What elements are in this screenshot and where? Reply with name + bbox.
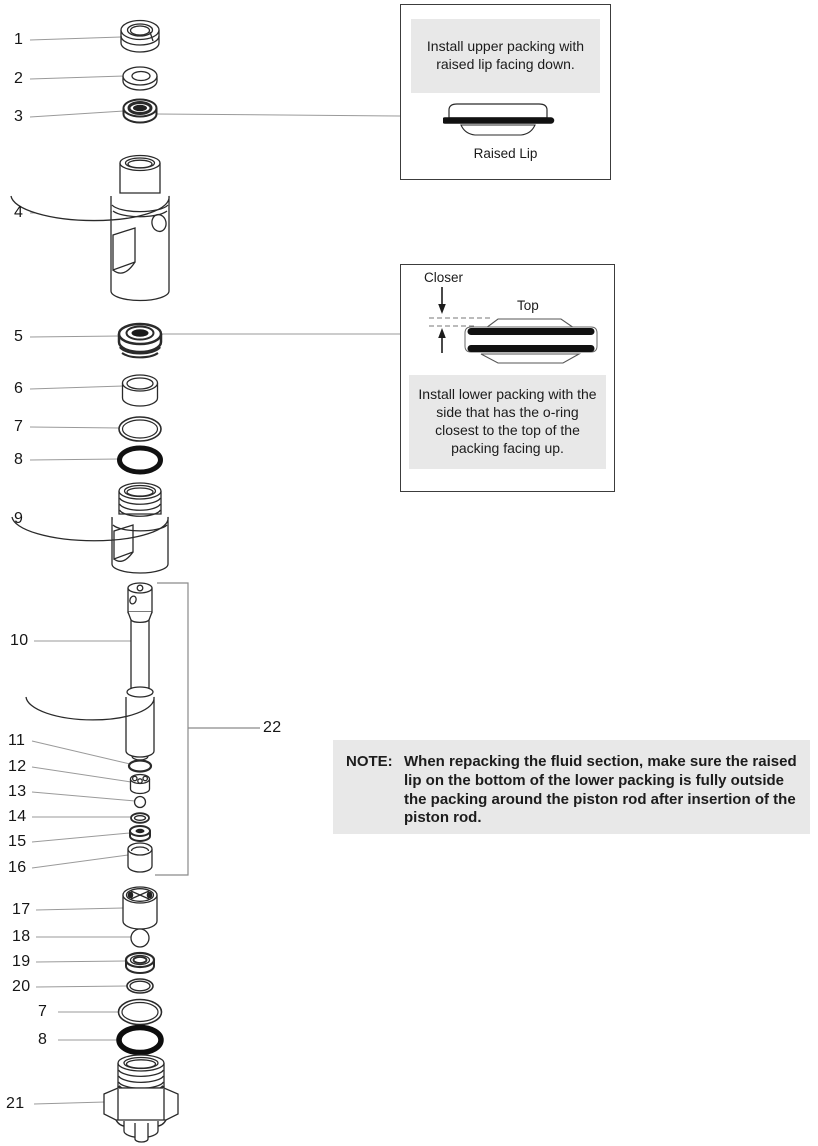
part-label-14: 14 (8, 808, 27, 825)
lower-packing-instruction: Install lower packing with the side that has the o-ring closest to the top of the packing facing up. (409, 375, 606, 469)
part-14-oring (131, 813, 149, 823)
part-18-ball (131, 929, 149, 947)
part-label-5: 5 (14, 328, 24, 345)
part-17-valve-cage (123, 887, 157, 929)
part-label-21: 21 (6, 1095, 25, 1112)
part-19-seat (126, 953, 154, 973)
part-7-oring (119, 417, 161, 441)
upper-packing-instruction: Install upper packing with raised lip facing down. (411, 19, 600, 93)
part-label-13: 13 (8, 783, 27, 800)
part-8-oring (120, 448, 161, 472)
part-11-oring (129, 761, 151, 772)
upper-packing-drawing (443, 101, 568, 143)
part-label-1: 1 (14, 31, 24, 48)
part-label-6: 6 (14, 380, 24, 397)
part-label-3: 3 (14, 108, 24, 125)
part-label-12: 12 (8, 758, 27, 775)
raised-lip-caption: Raised Lip (473, 146, 538, 161)
part-8b-oring (119, 1028, 161, 1053)
part-4-upper-cylinder (11, 156, 169, 301)
part-label-18: 18 (12, 928, 31, 945)
part-label-7: 7 (14, 418, 24, 435)
part-16-retainer-cap (128, 843, 152, 872)
lower-packing-callout (400, 264, 615, 492)
part-2-washer (123, 67, 157, 90)
part-label-20: 20 (12, 978, 31, 995)
part-label-7b: 7 (38, 1003, 48, 1020)
part-label-19: 19 (12, 953, 31, 970)
closer-label: Closer (424, 270, 464, 285)
part-15-seat (130, 826, 150, 841)
part-7b-oring (119, 1000, 162, 1025)
note-box (333, 740, 810, 834)
upper-packing-callout (400, 4, 611, 180)
top-label: Top (517, 298, 539, 313)
part-label-22: 22 (263, 719, 282, 736)
part-21-foot-valve (104, 1055, 178, 1142)
part-label-2: 2 (14, 70, 24, 87)
part-6-gland (123, 375, 158, 406)
part-12-cage (131, 775, 150, 794)
part-9-pump-cylinder (12, 483, 168, 573)
part-label-15: 15 (8, 833, 27, 850)
bracket-22 (155, 583, 260, 875)
part-label-10: 10 (10, 632, 29, 649)
part-label-9: 9 (14, 510, 24, 527)
part-label-8: 8 (14, 451, 24, 468)
note-label: NOTE: (346, 753, 393, 770)
part-20-oring (127, 979, 153, 993)
note-text: When repacking the fluid section, make sure the raised lip on the bottom of the lower packing is fully outside the packing around the piston rod after insertion of the piston rod. (404, 753, 797, 827)
part-10-piston-rod (26, 583, 154, 760)
part-label-4: 4 (14, 204, 24, 221)
part-13-ball (135, 797, 146, 808)
part-label-16: 16 (8, 859, 27, 876)
part-label-11: 11 (8, 732, 26, 749)
part-1-retainer (121, 21, 159, 53)
part-label-8b: 8 (38, 1031, 48, 1048)
part-5-lower-packing (119, 324, 161, 357)
part-3-upper-packing (124, 100, 157, 123)
part-label-17: 17 (12, 901, 31, 918)
